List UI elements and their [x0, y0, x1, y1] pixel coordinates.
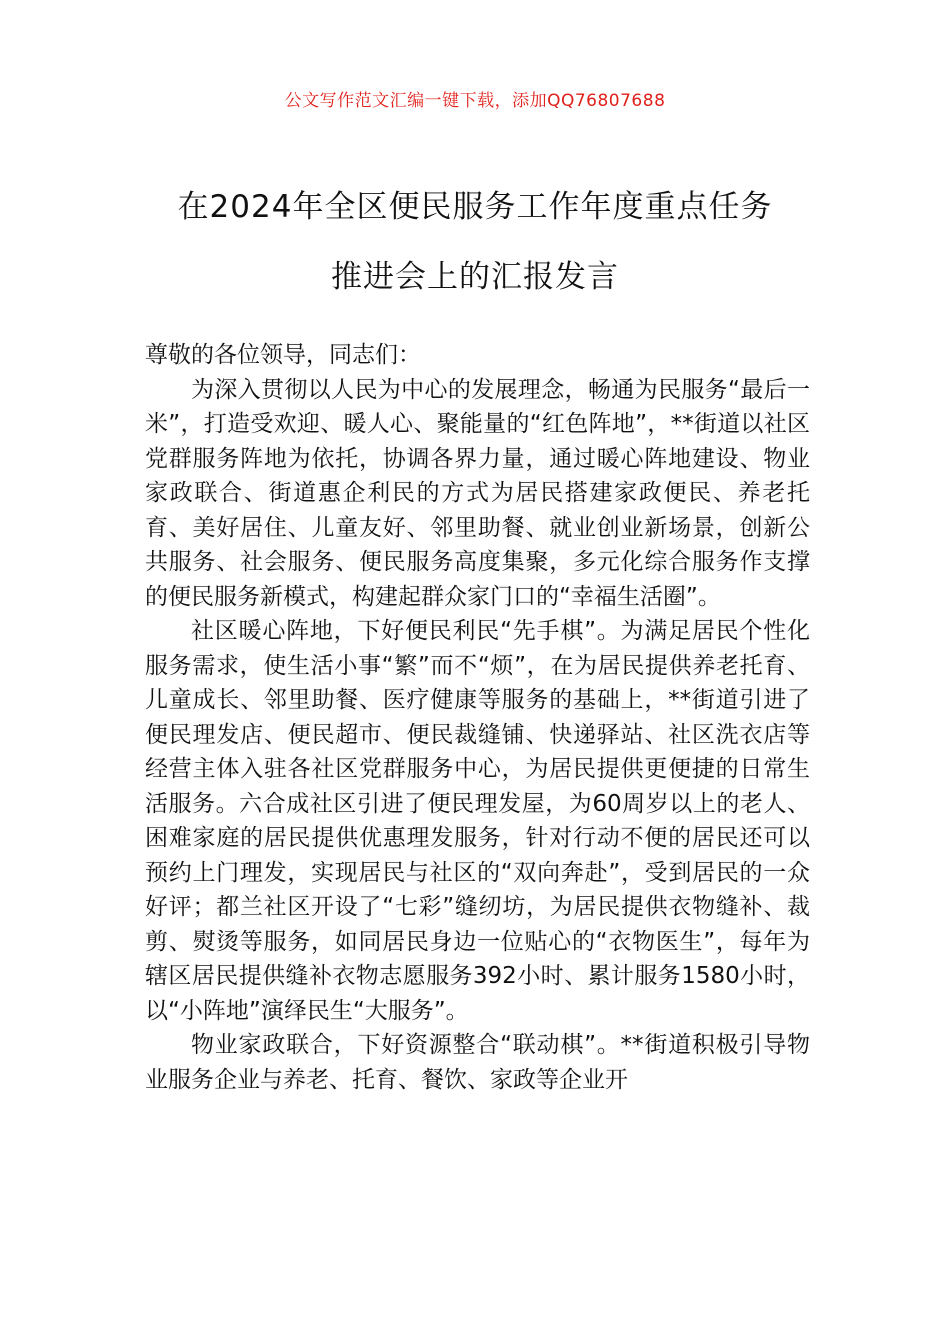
- document-title-line-2: 推进会上的汇报发言: [331, 259, 619, 295]
- paragraph-community-stations: 社区暖心阵地，下好便民利民“先手棋”。为满足居民个性化服务需求，使生活小事“繁”而不“烦”，在为居民提供养老托育、儿童成长、邻里助餐、医疗健康等服务的基础上，**街道引进了便民理发店、便民超市、便民裁缝铺、快递驿站、社区洗衣店等经营主体入驻各社区党群服务中心，为居民提供更便捷的日常生活服务。六合成社区引进了便民理发屋，为60周岁以上的老人、困难家庭的居民提供优惠理发服务，针对行动不便的居民还可以预约上门理发，实现居民与社区的“双向奔赴”，受到居民的一众好评；都兰社区开设了“七彩”缝纫坊，为居民提供衣物缝补、裁剪、熨烫等服务，如同居民身边一位贴心的“衣物医生”，每年为辖区居民提供缝补衣物志愿服务392小时、累计服务1580小时，以“小阵地”演绎民生“大服务”。: [145, 618, 810, 1024]
- paragraph-property-housekeeping: 物业家政联合，下好资源整合“联动棋”。**街道积极引导物业服务企业与养老、托育、餐饮、家政等企业开: [145, 1032, 810, 1093]
- paragraph-intro: 为深入贯彻以人民为中心的发展理念，畅通为民服务“最后一米”，打造受欢迎、暖人心、聚能量的“红色阵地”，**街道以社区党群服务阵地为依托，协调各界力量，通过暖心阵地建设、物业家政联合、街道惠企利民的方式为居民搭建家政便民、养老托育、美好居住、儿童友好、邻里助餐、就业创业新场景，创新公共服务、社会服务、便民服务高度集聚，多元化综合服务作支撑的便民服务新模式，构建起群众家门口的“幸福生活圈”。: [145, 376, 810, 610]
- document-title-line-1: 在2024年全区便民服务工作年度重点任务: [177, 189, 773, 225]
- salutation: 尊敬的各位领导，同志们：: [145, 342, 421, 368]
- document-body: [145, 338, 810, 1097]
- download-notice: 公文写作范文汇编一键下载，添加QQ76807688: [284, 91, 666, 111]
